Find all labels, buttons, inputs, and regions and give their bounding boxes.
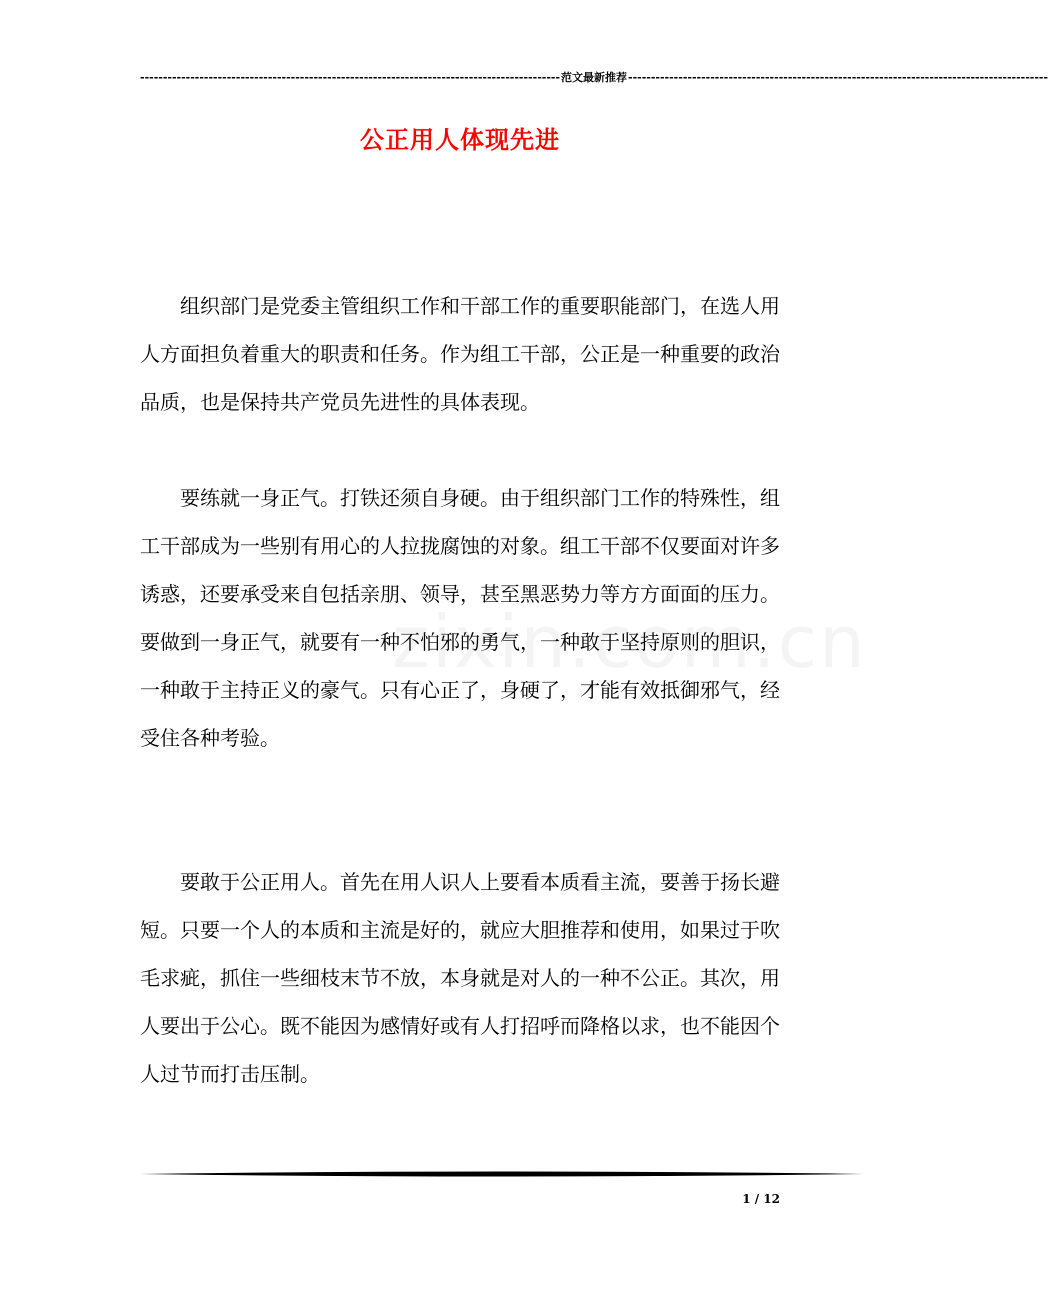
paragraph-1: 组织部门是党委主管组织工作和干部工作的重要职能部门，在选人用人方面担负着重大的职责和任务。作为组工干部，公正是一种重要的政治品质，也是保持共产党员先进性的具体表现。: [140, 294, 780, 414]
header-label: 范文最新推荐: [561, 71, 628, 84]
footer-rule: [140, 1170, 864, 1178]
header-dashes-right: --------------------------------------------------------------------------------------------: [628, 70, 1048, 84]
page-header: [140, 66, 1048, 88]
header-dashes-left: --------------------------------------------------------------------------------------------: [140, 70, 561, 84]
paragraph-3: 要敢于公正用人。首先在用人识人上要看本质看主流，要善于扬长避短。只要一个人的本质和主流是好的，就应大胆推荐和使用，如果过于吹毛求疵，抓住一些细枝末节不放，本身就是对人的一种不公正。其次，用人要出于公心。既不能因为感情好或有人打招呼而降格以求，也不能因个人过节而打击压制。: [140, 870, 780, 1086]
page-counter: 1 / 12: [742, 1192, 780, 1206]
paragraph-2: 要练就一身正气。打铁还须自身硬。由于组织部门工作的特殊性，组工干部成为一些别有用心的人拉拢腐蚀的对象。组工干部不仅要面对许多诱惑，还要承受来自包括亲朋、领导，甚至黑恶势力等方方面面的压力。要做到一身正气，就要有一种不怕邪的勇气，一种敢于坚持原则的胆识，一种敢于主持正义的豪气。只有心正了，身硬了，才能有效抵御邪气，经受住各种考验。: [140, 486, 780, 750]
document-title: 公正用人体现先进: [360, 125, 560, 154]
